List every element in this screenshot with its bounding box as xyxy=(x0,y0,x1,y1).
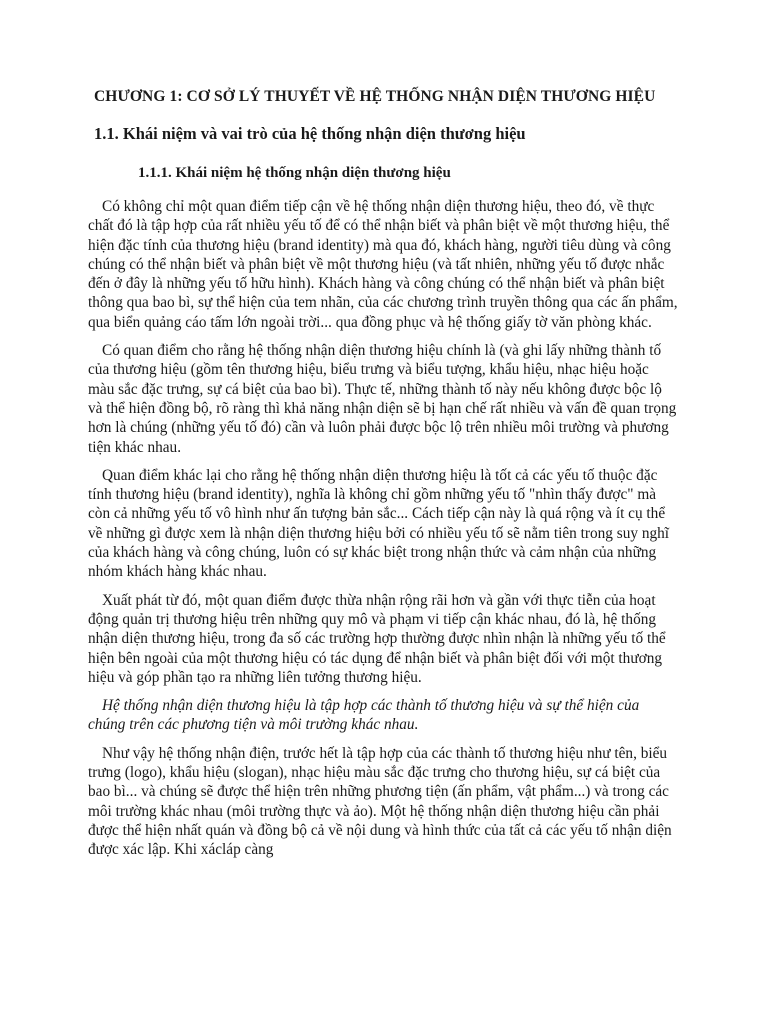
paragraph-1: Có không chỉ một quan điểm tiếp cận về hệ thống nhận diện thương hiệu, theo đó, về thực chất đó là tập hợp của rất nhiều yếu tố để có thể nhận biết và phân biệt về một thương hiệu, thể hiện đặc tính của thương hiệu (brand identity) mà qua đó, khách hàng, người tiêu dùng và công chúng có thể nhận biết và phân biệt về một thương hiệu (và tất nhiên, những yếu tố được nhắc đến ở đây là những yếu tố hữu hình). Khách hàng và công chúng có thể nhận biết và phân biệt thông qua bao bì, sự thể hiện của tem nhãn, của các chương trình truyền thông qua các ấn phẩm, qua biển quảng cáo tấm lớn ngoài trời... qua đồng phục và hệ thống giấy tờ văn phòng khác. xyxy=(88,198,678,331)
subsection-title: 1.1.1. Khái niệm hệ thống nhận diện thương hiệu xyxy=(138,165,451,181)
paragraph-4: Xuất phát từ đó, một quan điểm được thừa nhận rộng rãi hơn và gần với thực tiễn của hoạt động quản trị thương hiệu trên những quy mô và phạm vi tiếp cận khác nhau, đó là, hệ thống nhận diện thương hiệu, trong đa số các trường hợp thường được nhìn nhận là những yếu tố thể hiện bên ngoài của một thương hiệu có tác dụng để nhận biết và phân biệt đối với một thương hiệu và góp phần tạo ra những liên tưởng thương hiệu. xyxy=(88,591,666,686)
chapter-title: CHƯƠNG 1: CƠ SỞ LÝ THUYẾT VỀ HỆ THỐNG NHẬN DIỆN THƯƠNG HIỆU xyxy=(94,88,656,105)
paragraph-2: Có quan điểm cho rằng hệ thống nhận diện thương hiệu chính là (và ghi lấy những thành tố của thương hiệu (gồm tên thương hiệu, biểu trưng và biểu tượng, khẩu hiệu, nhạc hiệu hoặc màu sắc đặc trưng, sự cá biệt của bao bì). Thực tế, những thành tố này nếu không được bộc lộ và thể hiện đồng bộ, rõ ràng thì khả năng nhận diện sẽ bị hạn chế rất nhiều và vấn đề quan trọng hơn là chúng (những yếu tố đó) cần và luôn phải được bộc lộ trên nhiều môi trường và phương tiện khác nhau. xyxy=(88,342,677,456)
section-title: 1.1. Khái niệm và vai trò của hệ thống nhận diện thương hiệu xyxy=(94,124,526,143)
definition-paragraph: Hệ thống nhận diện thương hiệu là tập hợp các thành tố thương hiệu và sự thể hiện của chúng trên các phương tiện và môi trường khác nhau. xyxy=(88,697,640,734)
paragraph-6: Như vậy hệ thống nhận điện, trước hết là tập hợp của các thành tố thương hiệu như tên, biểu trưng (logo), khẩu hiệu (slogan), nhạc hiệu màu sắc đặc trưng cho thương hiệu, sự cá biệt của bao bì... và chúng sẽ được thể hiện trên những phương tiện (ấn phẩm, vật phẩm...) và trong các môi trường khác nhau (môi trường thực và ảo). Một hệ thống nhận diện thương hiệu cần phải được thể hiện nhất quán và đồng bộ cả về nội dung và hình thức của tất cả các yếu tố nhận diện được xác lập. Khi xácláp càng xyxy=(88,744,672,859)
document-page xyxy=(88,82,678,869)
paragraph-3: Quan điểm khác lại cho rằng hệ thống nhận diện thương hiệu là tốt cả các yếu tố thuộc đặc tính thương hiệu (brand identity), nghĩa là không chỉ gồm những yếu tố "nhìn thấy được" mà còn cả những yếu tố vô hình như ấn tượng bản sắc... Cách tiếp cận này là quá rộng và ít cụ thể về những gì được xem là nhận diện thương hiệu bởi có nhiều yếu tố sẽ nằm tiên trong suy nghĩ của khách hàng và công chúng, luôn có sự khác biệt trong nhận thức và cảm nhận của những nhóm khách hàng khác nhau. xyxy=(88,466,670,581)
